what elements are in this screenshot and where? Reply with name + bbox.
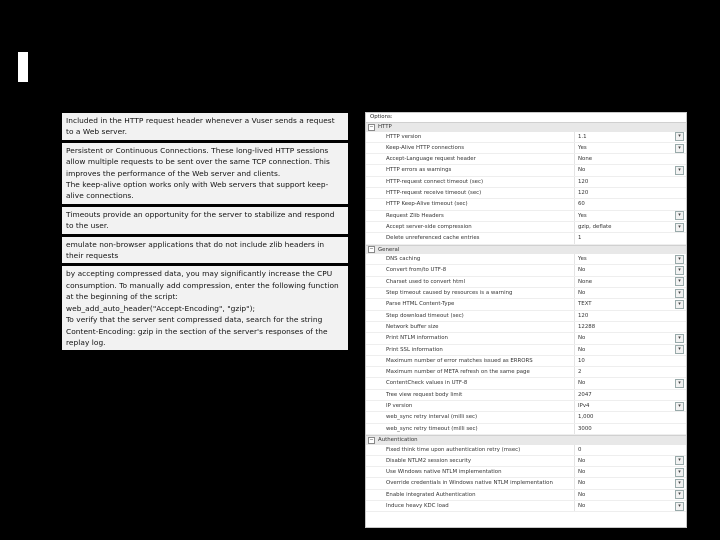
option-value[interactable] <box>574 390 686 400</box>
option-value-text: No <box>578 290 586 297</box>
option-value-text: 2 <box>578 369 582 376</box>
option-row[interactable] <box>366 277 686 288</box>
option-row[interactable] <box>366 222 686 233</box>
option-value[interactable] <box>574 345 686 355</box>
option-value[interactable] <box>574 199 686 209</box>
option-label: DNS caching <box>386 256 421 263</box>
option-label: Fixed think time upon authentication retry (msec) <box>386 446 521 453</box>
option-row[interactable] <box>366 456 686 467</box>
option-row[interactable] <box>366 478 686 489</box>
note-keep-alive: Persistent or Continuous Connections. These long-lived HTTP sessions allow multiple requests to be sent over the same TCP connection. This improves the performance of the Web server and clients. The keep-alive option works only with Web servers that support keep-alive connections. <box>62 143 348 204</box>
option-row[interactable] <box>366 467 686 478</box>
option-value-text: 60 <box>578 201 585 208</box>
option-row[interactable] <box>366 165 686 176</box>
option-value[interactable] <box>574 333 686 343</box>
option-value-text: No <box>578 457 586 464</box>
option-row[interactable] <box>366 154 686 165</box>
note-compression: by accepting compressed data, you may significantly increase the CPU consumption. To manually add compression, enter the following function at the beginning of the script: web_add_auto_header("Accept-Encoding", "gzip"); To verify that the server sent compressed data, search for the string Content-Encoding: gzip in the section of the server's responses of the replay log. <box>62 266 348 350</box>
option-value[interactable] <box>574 288 686 298</box>
option-row[interactable] <box>366 288 686 299</box>
option-label: Convert from/to UTF-8 <box>386 267 447 274</box>
chevron-down-icon[interactable]: ▾ <box>675 502 684 511</box>
option-value[interactable] <box>574 311 686 321</box>
option-label: web_sync retry interval (milli sec) <box>386 414 478 421</box>
slide-marker <box>18 52 28 82</box>
collapse-icon[interactable]: − <box>369 246 374 253</box>
option-value-text: No <box>578 469 586 476</box>
option-value-text: No <box>578 335 586 342</box>
group-label: General <box>378 246 400 253</box>
option-value[interactable] <box>574 277 686 287</box>
option-label: web_sync retry timeout (milli sec) <box>386 425 478 432</box>
option-label: Charset used to convert html <box>386 278 465 285</box>
note-zlib: emulate non-browser applications that do not include zlib headers in their requests <box>62 237 348 264</box>
option-value[interactable] <box>574 401 686 411</box>
option-label: Keep-Alive HTTP connections <box>386 144 465 151</box>
chevron-down-icon[interactable]: ▾ <box>675 456 684 465</box>
chevron-down-icon[interactable]: ▾ <box>675 345 684 354</box>
group-header-general[interactable] <box>366 245 686 255</box>
option-value[interactable] <box>574 456 686 466</box>
notes-column <box>62 113 348 353</box>
option-label: Maximum number of META refresh on the same page <box>386 369 530 376</box>
chevron-down-icon[interactable]: ▾ <box>675 490 684 499</box>
option-value[interactable] <box>574 367 686 377</box>
option-row[interactable] <box>366 322 686 333</box>
chevron-down-icon[interactable]: ▾ <box>675 211 684 220</box>
option-row[interactable] <box>366 445 686 456</box>
option-value[interactable] <box>574 299 686 309</box>
option-row[interactable] <box>366 356 686 367</box>
option-value-text: 120 <box>578 178 589 185</box>
option-label: Accept server-side compression <box>386 223 472 230</box>
option-row[interactable] <box>366 143 686 154</box>
option-label: Step timeout caused by resources is a warning <box>386 290 513 297</box>
chevron-down-icon[interactable]: ▾ <box>675 255 684 264</box>
option-row[interactable] <box>366 188 686 199</box>
option-label: Override credentials in Windows native NTLM implementation <box>386 480 553 487</box>
option-value[interactable] <box>574 165 686 175</box>
option-label: Maximum number of error matches issued as ERRORS <box>386 357 533 364</box>
option-value[interactable] <box>574 211 686 221</box>
group-label: HTTP <box>378 124 392 130</box>
option-row[interactable] <box>366 390 686 401</box>
option-label: HTTP-request receive timeout (sec) <box>386 190 482 197</box>
option-value-text: TEXT <box>578 301 592 308</box>
option-value[interactable] <box>574 356 686 366</box>
chevron-down-icon[interactable]: ▾ <box>675 266 684 275</box>
option-row[interactable] <box>366 211 686 222</box>
chevron-down-icon[interactable]: ▾ <box>675 334 684 343</box>
option-row[interactable] <box>366 177 686 188</box>
option-row[interactable] <box>366 378 686 389</box>
option-row[interactable] <box>366 199 686 210</box>
option-value-text: 1.1 <box>578 133 587 140</box>
option-row[interactable] <box>366 254 686 265</box>
option-value-text: 2047 <box>578 391 592 398</box>
chevron-down-icon[interactable]: ▾ <box>675 223 684 232</box>
option-value-text: No <box>578 380 586 387</box>
option-value-text: None <box>578 156 593 163</box>
option-label: HTTP Keep-Alive timeout (sec) <box>386 201 468 208</box>
option-label: HTTP-request connect timeout (sec) <box>386 178 484 185</box>
option-value[interactable] <box>574 501 686 511</box>
option-row[interactable] <box>366 333 686 344</box>
option-label: HTTP version <box>386 133 422 140</box>
group-header-authentication[interactable] <box>366 435 686 445</box>
chevron-down-icon[interactable]: ▾ <box>675 479 684 488</box>
option-value-text: 1 <box>578 235 582 242</box>
option-label: Enable integrated Authentication <box>386 491 476 498</box>
chevron-down-icon[interactable]: ▾ <box>675 144 684 153</box>
option-label: IP version <box>386 403 413 410</box>
option-label: Print SSL information <box>386 346 443 353</box>
chevron-down-icon[interactable]: ▾ <box>675 402 684 411</box>
chevron-down-icon[interactable]: ▾ <box>675 132 684 141</box>
option-row[interactable] <box>366 401 686 412</box>
chevron-down-icon[interactable]: ▾ <box>675 277 684 286</box>
option-value[interactable] <box>574 132 686 142</box>
option-row[interactable] <box>366 233 686 244</box>
option-value[interactable] <box>574 222 686 232</box>
option-value-text: No <box>578 346 586 353</box>
option-row[interactable] <box>366 345 686 356</box>
option-label: Tree view request body limit <box>386 391 463 398</box>
option-value-text: Yes <box>578 256 587 263</box>
chevron-down-icon[interactable]: ▾ <box>675 468 684 477</box>
chevron-down-icon[interactable]: ▾ <box>675 379 684 388</box>
option-value[interactable] <box>574 188 686 198</box>
option-value-text: IPv4 <box>578 403 590 410</box>
option-label: Print NTLM information <box>386 335 448 342</box>
option-label: ContentCheck values in UTF-8 <box>386 380 468 387</box>
option-value-text: 10 <box>578 357 585 364</box>
note-http-header: Included in the HTTP request header whenever a Vuser sends a request to a Web server. <box>62 113 348 140</box>
option-value[interactable] <box>574 490 686 500</box>
option-value[interactable] <box>574 445 686 455</box>
options-panel <box>365 112 687 528</box>
option-value[interactable] <box>574 378 686 388</box>
option-value[interactable] <box>574 322 686 332</box>
option-value[interactable] <box>574 177 686 187</box>
option-row[interactable] <box>366 501 686 512</box>
option-value-text: None <box>578 278 593 285</box>
option-value-text: gzip, deflate <box>578 223 612 230</box>
option-value-text: No <box>578 267 586 274</box>
option-value-text: No <box>578 502 586 509</box>
option-value-text: 0 <box>578 446 582 453</box>
option-label: Parse HTML Content-Type <box>386 301 455 308</box>
option-label: Accept-Language request header <box>386 156 476 163</box>
option-row[interactable] <box>366 265 686 276</box>
option-row[interactable] <box>366 299 686 310</box>
option-label: Use Windows native NTLM implementation <box>386 469 502 476</box>
option-row[interactable] <box>366 490 686 501</box>
option-row[interactable] <box>366 132 686 143</box>
option-label: Delete unreferenced cache entries <box>386 235 480 242</box>
option-value[interactable] <box>574 265 686 275</box>
option-value-text: No <box>578 491 586 498</box>
options-groups <box>366 122 686 512</box>
option-value-text: No <box>578 167 586 174</box>
option-value-text: No <box>578 480 586 487</box>
option-value-text: 120 <box>578 312 589 319</box>
option-label: HTTP errors as warnings <box>386 167 452 174</box>
option-label: Disable NTLM2 session security <box>386 457 472 464</box>
chevron-down-icon[interactable]: ▾ <box>675 166 684 175</box>
option-row[interactable] <box>366 424 686 435</box>
option-value[interactable] <box>574 424 686 434</box>
option-value[interactable] <box>574 254 686 264</box>
option-value[interactable] <box>574 143 686 153</box>
option-value[interactable] <box>574 412 686 422</box>
option-value-text: 120 <box>578 190 589 197</box>
option-label: Request Zlib Headers <box>386 212 444 219</box>
option-row[interactable] <box>366 311 686 322</box>
option-value-text: 12288 <box>578 323 596 330</box>
option-value[interactable] <box>574 233 686 243</box>
chevron-down-icon[interactable]: ▾ <box>675 300 684 309</box>
option-label: Step download timeout (sec) <box>386 312 464 319</box>
option-value[interactable] <box>574 478 686 488</box>
option-value[interactable] <box>574 154 686 164</box>
option-value-text: 1,000 <box>578 414 594 421</box>
group-label: Authentication <box>378 436 418 443</box>
option-label: Induce heavy KDC load <box>386 502 449 509</box>
option-value-text: Yes <box>578 144 587 151</box>
chevron-down-icon[interactable]: ▾ <box>675 289 684 298</box>
option-value-text: Yes <box>578 212 587 219</box>
option-label: Network buffer size <box>386 323 439 330</box>
collapse-icon[interactable]: − <box>369 123 374 130</box>
option-value[interactable] <box>574 467 686 477</box>
group-header-http[interactable] <box>366 122 686 132</box>
options-title: Options: <box>370 114 393 120</box>
note-timeouts: Timeouts provide an opportunity for the server to stabilize and respond to the user. <box>62 207 348 234</box>
option-value-text: 3000 <box>578 425 592 432</box>
collapse-icon[interactable]: − <box>369 436 374 443</box>
option-row[interactable] <box>366 367 686 378</box>
option-row[interactable] <box>366 412 686 423</box>
